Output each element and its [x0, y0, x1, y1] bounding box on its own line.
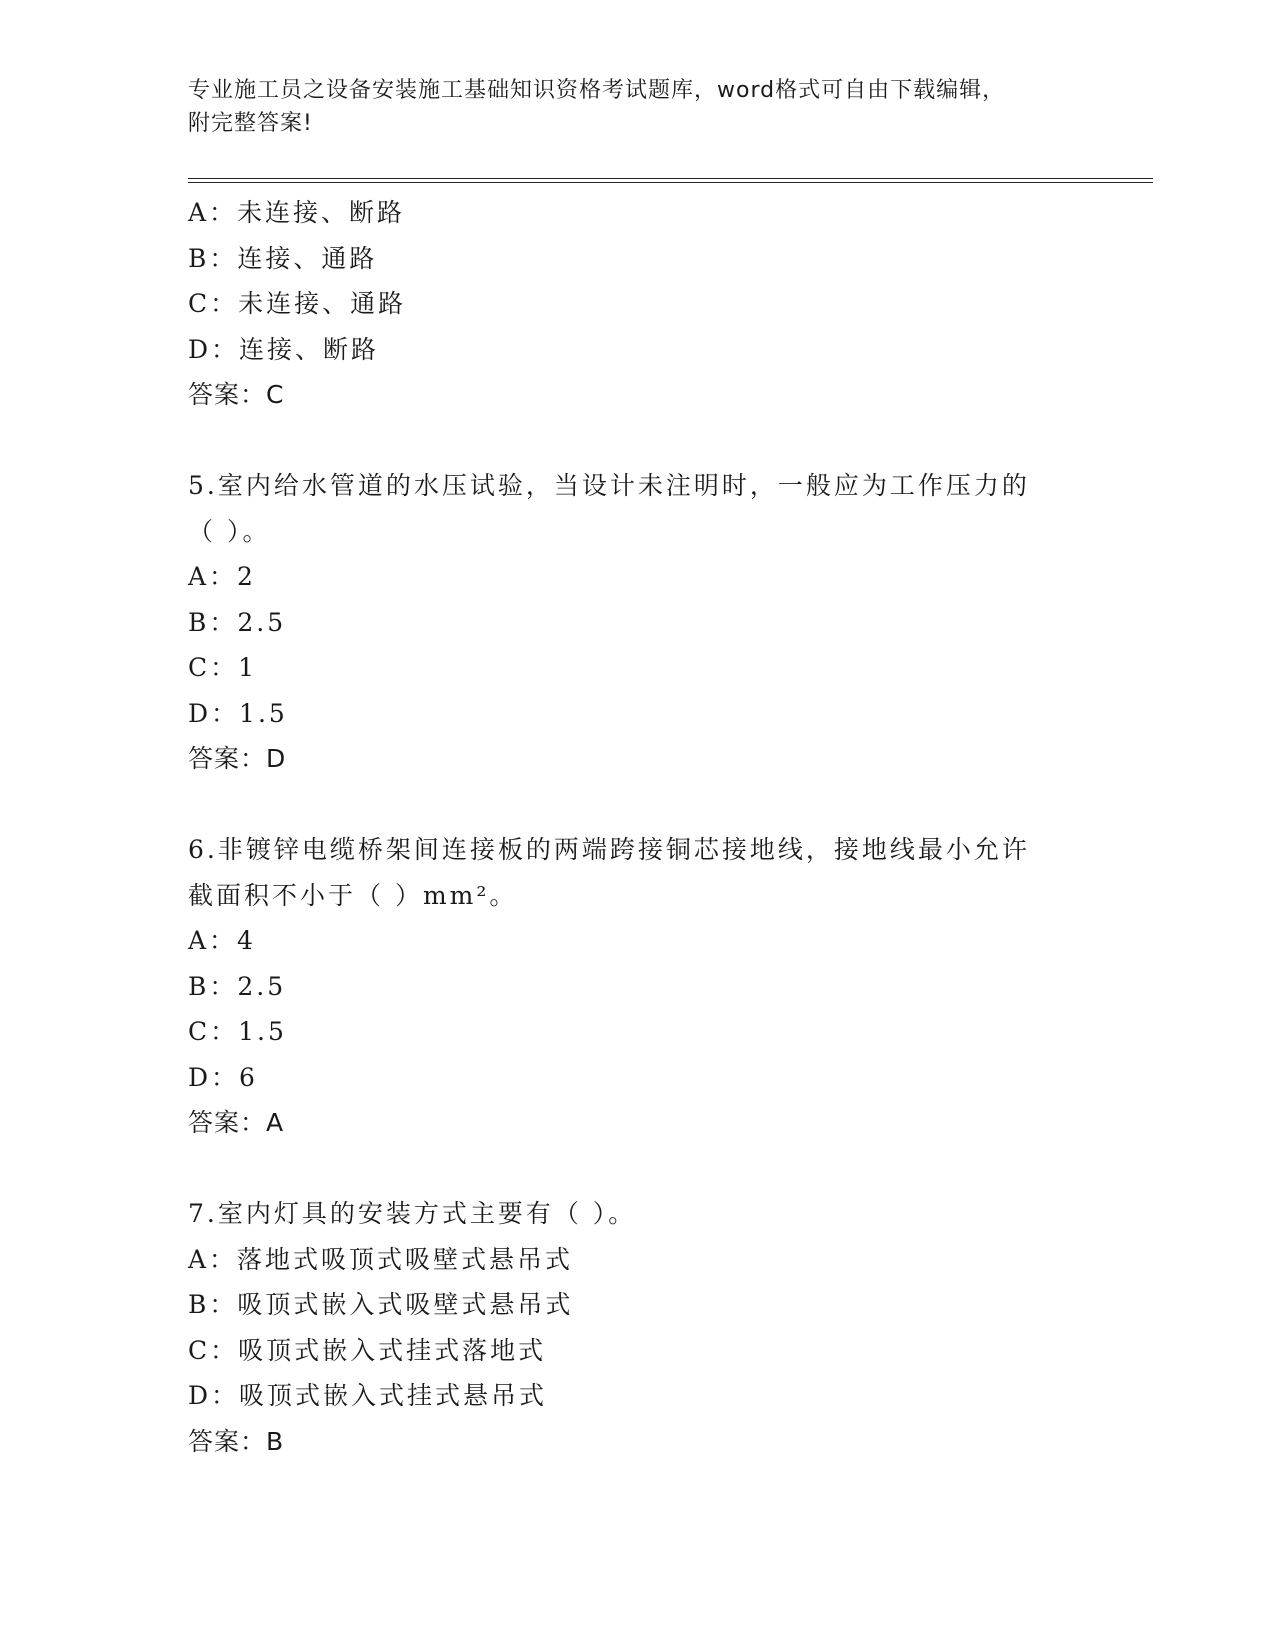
option-a: A：落地式吸顶式吸壁式悬吊式 — [188, 1244, 574, 1274]
question-text — [188, 1191, 1048, 1237]
question-text-line-1: 7.室内灯具的安装方式主要有（ ）。 — [188, 1199, 637, 1228]
answer-label: 答案：A — [188, 1108, 285, 1137]
option-b: B：连接、通路 — [188, 243, 378, 273]
header-divider-bottom — [188, 182, 1153, 183]
option-a: A：4 — [188, 926, 256, 955]
option-c: C：吸顶式嵌入式挂式落地式 — [188, 1335, 547, 1365]
question-text — [188, 827, 1048, 918]
option-b: B：2.5 — [188, 971, 287, 1001]
option-d: D：1.5 — [188, 698, 288, 728]
header-line-2: 附完整答案! — [188, 111, 313, 136]
question-7 — [188, 1191, 1088, 1464]
option-b: B：吸顶式嵌入式吸壁式悬吊式 — [188, 1290, 574, 1319]
question-text-line-1: 6.非镀锌电缆桥架间连接板的两端跨接铜芯接地线，接地线最小允许 — [188, 835, 1030, 864]
header-line-1: 专业施工员之设备安装施工基础知识资格考试题库，word格式可自由下载编辑， — [188, 78, 1006, 103]
option-c: C：1 — [188, 653, 258, 682]
option-c: C：未连接、通路 — [188, 289, 407, 318]
document-header — [188, 74, 1068, 140]
spacer — [188, 1146, 1088, 1192]
option-b: B：2.5 — [188, 607, 287, 637]
question-text-line-1: 5.室内给水管道的水压试验，当设计未注明时，一般应为工作压力的 — [188, 471, 1030, 500]
header-divider-top — [188, 178, 1153, 179]
question-text — [188, 463, 1048, 554]
answer-label: 答案：D — [188, 744, 287, 773]
option-a: A：未连接、断路 — [188, 198, 406, 227]
spacer — [188, 418, 1088, 464]
option-a: A：2 — [188, 562, 256, 591]
question-text-line-2: （ ）。 — [188, 516, 271, 546]
option-d: D：吸顶式嵌入式挂式悬吊式 — [188, 1381, 548, 1410]
question-5 — [188, 463, 1088, 782]
question-list — [188, 190, 1088, 1464]
option-d: D：连接、断路 — [188, 334, 380, 364]
option-c: C：1.5 — [188, 1017, 287, 1046]
spacer — [188, 782, 1088, 828]
question-6 — [188, 827, 1088, 1146]
option-d: D：6 — [188, 1062, 258, 1092]
question-4 — [188, 190, 1088, 418]
answer-label: 答案：B — [188, 1426, 285, 1456]
answer-label: 答案：C — [188, 380, 285, 409]
question-text-line-2: 截面积不小于（ ）mm²。 — [188, 880, 518, 910]
